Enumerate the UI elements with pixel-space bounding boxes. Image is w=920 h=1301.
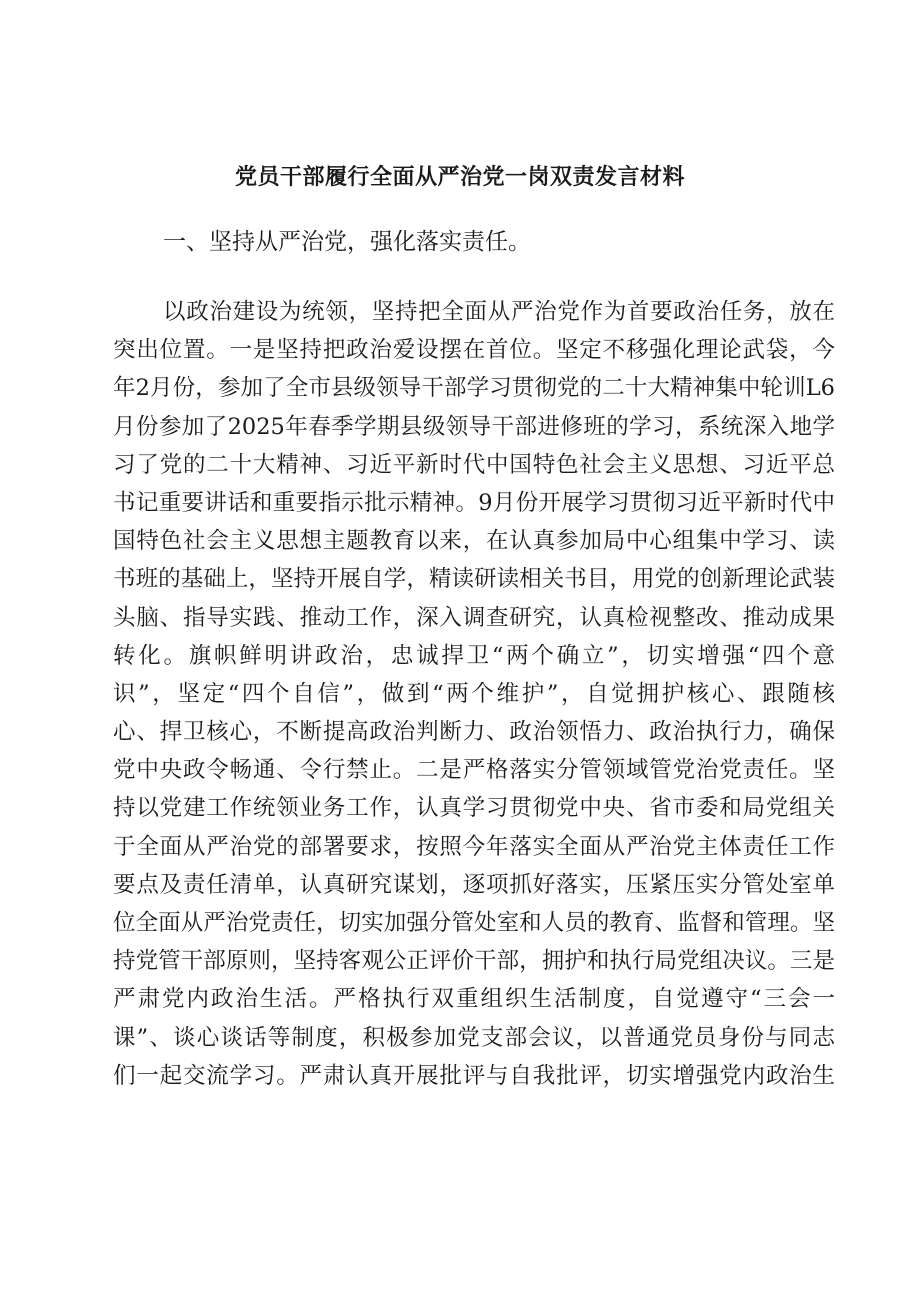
paragraph-line: 持以党建工作统领业务工作，认真学习贯彻党中央、省市委和局党组关 — [113, 795, 835, 822]
paragraph-line: 月份参加了2025年春季学期县级领导干部进修班的学习，系统深入地学 — [113, 413, 835, 440]
paragraph-line: 位全面从严治党责任，切实加强分管处室和人员的教育、监督和管理。坚 — [113, 910, 835, 936]
paragraph-line: 课”、谈心谈话等制度，积极参加党支部会议，以普通党员身份与同志 — [113, 1024, 835, 1051]
paragraph-line: 突出位置。一是坚持把政治爱设摆在首位。坚定不移强化理论武袋，今 — [113, 337, 835, 364]
paragraph-line: 国特色社会主义思想主题教育以来，在认真参加局中心组集中学习、读 — [113, 528, 835, 555]
paragraph-line: 心、捍卫核心，不断提高政治判断力、政治领悟力、政治执行力，确保 — [113, 719, 835, 746]
paragraph-line: 持党管干部原则，坚持客观公正评价干部，拥护和执行局党组决议。三是 — [113, 948, 835, 975]
paragraph-line: 要点及责任清单，认真研究谋划，逐项抓好落实，压紧压实分管处室单 — [113, 871, 835, 898]
document-title: 党员干部履行全面从严治党一岗双责发言材料 — [234, 165, 685, 190]
paragraph-line: 习了党的二十大精神、习近平新时代中国特色社会主义思想、习近平总 — [113, 451, 835, 478]
paragraph-line: 识”，坚定“四个自信”，做到“两个维护”，自觉拥护核心、跟随核 — [113, 680, 835, 707]
paragraph-line: 党中央政令畅通、令行禁止。二是严格落实分管领域管党治党责任。坚 — [113, 757, 835, 784]
paragraph-line: 书班的基础上，坚持开展自学，精读研读相关书目，用党的创新理论武装 — [113, 566, 835, 593]
paragraph-line: 于全面从严治党的部署要求，按照今年落实全面从严治党主体责任工作 — [113, 833, 835, 860]
paragraph — [113, 293, 835, 1095]
paragraph-line: 年2月份，参加了全市县级领导干部学习贯彻党的二十大精神集中轮训L6 — [113, 375, 835, 402]
paragraph-line: 头脑、指导实践、推动工作，深入调查研究，认真检视整改、推动成果 — [113, 604, 835, 631]
section-heading: 一、坚持从严治党，强化落实责任。 — [163, 229, 531, 255]
paragraph-line: 书记重要讲话和重要指示批示精神。9月份开展学习贯彻习近平新时代中 — [113, 489, 835, 516]
paragraph-line: 转化。旗帜鲜明讲政治，忠诚捍卫“两个确立”，切实增强“四个意 — [113, 642, 835, 669]
paragraph-line: 们一起交流学习。严肃认真开展批评与自我批评，切实增强党内政治生 — [113, 1062, 835, 1089]
paragraph-line: 严肃党内政治生活。严格执行双重组织生活制度，自觉遵守“三会一 — [113, 986, 835, 1013]
paragraph-line: 以政治建设为统领，坚持把全面从严治党作为首要政治任务，放在 — [163, 299, 835, 325]
